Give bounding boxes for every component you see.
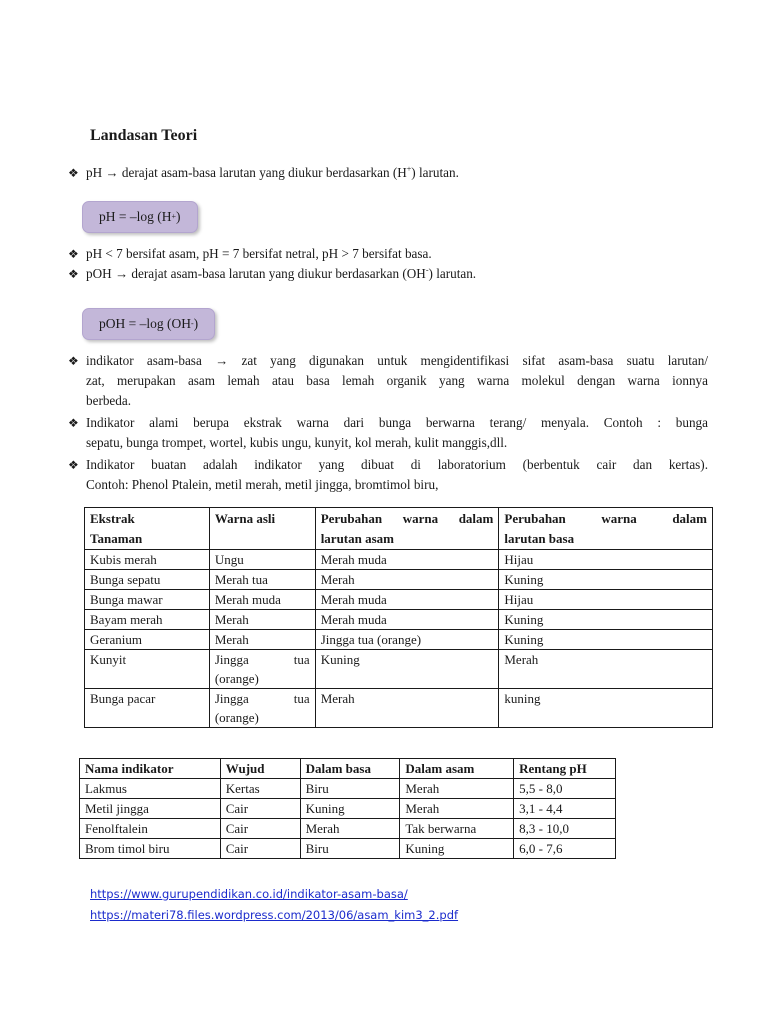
- table-row: Bunga mawar Merah muda Merah muda Hijau: [85, 590, 713, 610]
- diamond-bullet-icon: ❖: [68, 166, 79, 180]
- header-cell: Perubahan warna dalam larutan asam: [315, 508, 499, 550]
- table-row: Kunyit Jingga tua (orange) Kuning Merah: [85, 650, 713, 689]
- diamond-bullet-icon: ❖: [68, 458, 79, 472]
- diamond-bullet-icon: ❖: [68, 267, 79, 281]
- table-header-row: [85, 508, 713, 550]
- table-row: Metil jingga Cair Kuning Merah 3,1 - 4,4: [80, 799, 616, 819]
- table-row: Brom timol biru Cair Biru Kuning 6,0 - 7,6: [80, 839, 616, 859]
- formula-poh: pOH = –log (OH - ): [82, 308, 215, 340]
- reference-link-gurupendidikan[interactable]: https://www.gurupendidikan.co.id/indikator-asam-basa/: [90, 887, 408, 901]
- table-row: Bunga pacar Jingga tua (orange) Merah kuning: [85, 689, 713, 728]
- table-row: Fenolftalein Cair Merah Tak berwarna 8,3 - 10,0: [80, 819, 616, 839]
- section-heading: Landasan Teori: [90, 127, 198, 144]
- table-row: Bunga sepatu Merah tua Merah Kuning: [85, 570, 713, 590]
- indicator-table: [79, 758, 616, 859]
- bullet-indikator-alami: ❖ Indikator alami berupa ekstrak warna dari bunga berwarna terang/ menyala. Contoh : bunga sepatu, bunga trompet, wortel, kubis ungu, kunyit, kol merah, kulit manggis,dll.: [68, 415, 708, 450]
- reference-links: [90, 884, 458, 926]
- plant-extract-table: [84, 507, 713, 728]
- diamond-bullet-icon: ❖: [68, 354, 79, 368]
- table-row: Lakmus Kertas Biru Merah 5,5 - 8,0: [80, 779, 616, 799]
- bullet-indikator-buatan: ❖ Indikator buatan adalah indikator yang dibuat di laboratorium (berbentuk cair dan kertas). Contoh: Phenol Ptalein, metil merah, metil jingga, bromtimol biru,: [68, 457, 708, 492]
- bullet-ph-definition: ❖ pH → derajat asam-basa larutan yang diukur berdasarkan (H+) larutan.: [68, 163, 708, 183]
- table-row: Geranium Merah Jingga tua (orange) Kuning: [85, 630, 713, 650]
- diamond-bullet-icon: ❖: [68, 247, 79, 261]
- bullet-poh-definition: ❖ pOH → derajat asam-basa larutan yang diukur berdasarkan (OH-) larutan.: [68, 264, 708, 284]
- bullet-ph-scale: ❖ pH < 7 bersifat asam, pH = 7 bersifat netral, pH > 7 bersifat basa.: [68, 244, 708, 264]
- header-cell: Warna asli: [209, 508, 315, 550]
- table-row: Kubis merah Ungu Merah muda Hijau: [85, 550, 713, 570]
- header-cell: Perubahan warna dalam larutan basa: [499, 508, 713, 550]
- table-row: Bayam merah Merah Merah muda Kuning: [85, 610, 713, 630]
- table-header-row: Nama indikator Wujud Dalam basa Dalam asam Rentang pH: [80, 759, 616, 779]
- header-cell: Ekstrak Tanaman: [85, 508, 210, 550]
- formula-ph: pH = –log (H + ): [82, 201, 198, 233]
- diamond-bullet-icon: ❖: [68, 416, 79, 430]
- bullet-indikator-asam-basa: ❖ indikator asam-basa → zat yang digunakan untuk mengidentifikasi sifat asam-basa suatu larutan/ zat, merupakan asam lemah atau basa lemah organik yang warna molekul dengan warna ionnya berbeda.: [68, 353, 708, 408]
- reference-link-materi78[interactable]: https://materi78.files.wordpress.com/2013/06/asam_kim3_2.pdf: [90, 908, 459, 922]
